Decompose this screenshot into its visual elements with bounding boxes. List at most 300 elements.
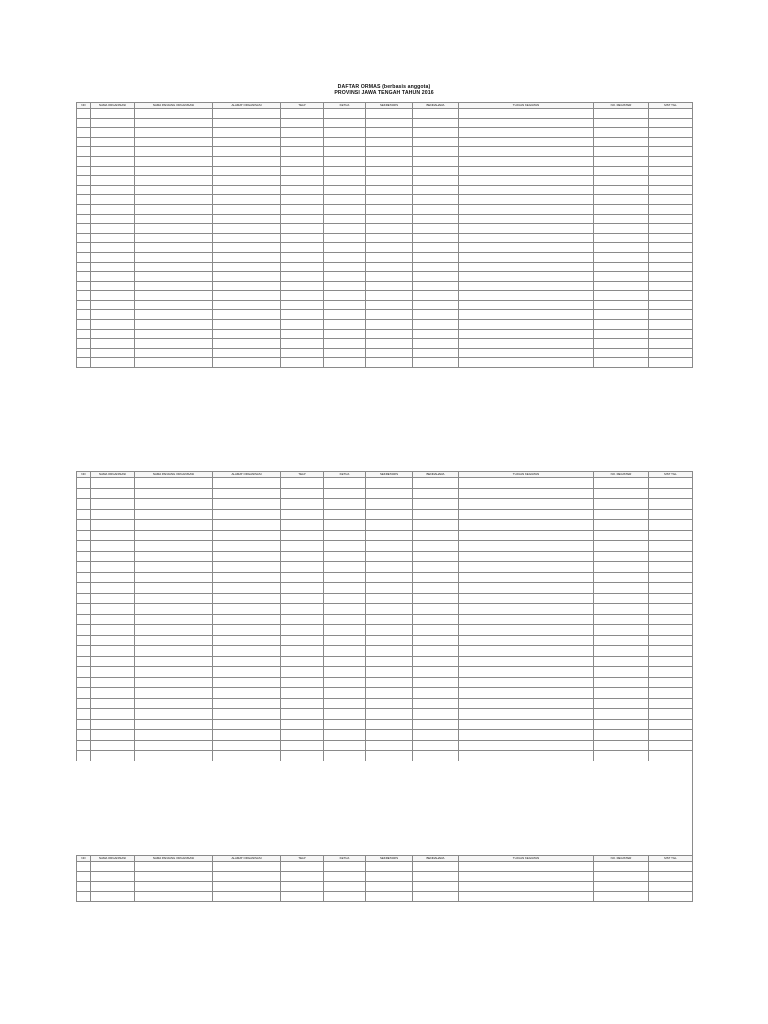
table-cell	[213, 109, 281, 119]
table-cell	[459, 214, 594, 224]
table-cell	[649, 862, 693, 872]
table-cell	[213, 176, 281, 186]
table-row	[77, 625, 693, 636]
table-cell	[281, 604, 324, 615]
table-cell	[135, 719, 213, 730]
table-cell	[324, 329, 366, 339]
table-cell	[324, 320, 366, 330]
table-cell	[649, 667, 693, 678]
table-cell	[91, 740, 135, 751]
table-cell	[459, 176, 594, 186]
table-cell	[324, 300, 366, 310]
table-row	[77, 339, 693, 349]
table-row	[77, 709, 693, 720]
table-row	[77, 751, 693, 762]
table-cell	[77, 214, 91, 224]
table-cell	[366, 291, 413, 301]
table-cell	[594, 541, 649, 552]
table-cell	[213, 137, 281, 147]
table-cell	[459, 224, 594, 234]
table-cell	[77, 300, 91, 310]
table-cell	[324, 604, 366, 615]
table-cell	[649, 551, 693, 562]
table-cell	[594, 128, 649, 138]
table-cell	[281, 204, 324, 214]
table-cell	[324, 147, 366, 157]
table-cell	[649, 635, 693, 646]
table-cell	[324, 520, 366, 531]
table-cell	[459, 252, 594, 262]
table-cell	[324, 262, 366, 272]
table-cell	[135, 604, 213, 615]
table-cell	[649, 233, 693, 243]
table-body	[77, 109, 693, 368]
table-cell	[91, 176, 135, 186]
table-cell	[413, 499, 459, 510]
table-cell	[413, 892, 459, 902]
table-cell	[281, 118, 324, 128]
table-cell	[413, 740, 459, 751]
table-cell	[324, 593, 366, 604]
table-cell	[213, 862, 281, 872]
table-cell	[213, 688, 281, 699]
table-cell	[649, 530, 693, 541]
table-cell	[649, 740, 693, 751]
table-cell	[77, 667, 91, 678]
table-cell	[459, 572, 594, 583]
table-cell	[77, 252, 91, 262]
table-cell	[91, 488, 135, 499]
document-page-1	[76, 0, 692, 375]
table-cell	[594, 281, 649, 291]
table-cell	[459, 698, 594, 709]
table-cell	[366, 252, 413, 262]
table-cell	[366, 583, 413, 594]
table-cell	[135, 635, 213, 646]
table-row	[77, 478, 693, 489]
table-row	[77, 635, 693, 646]
table-cell	[413, 646, 459, 657]
table-cell	[649, 118, 693, 128]
table-cell	[649, 656, 693, 667]
table-cell	[135, 562, 213, 573]
table-cell	[324, 509, 366, 520]
table-cell	[213, 156, 281, 166]
table-cell	[649, 719, 693, 730]
table-cell	[324, 166, 366, 176]
table-cell	[649, 614, 693, 625]
table-cell	[324, 243, 366, 253]
table-cell	[281, 677, 324, 688]
table-cell	[413, 176, 459, 186]
table-cell	[213, 329, 281, 339]
table-cell	[649, 128, 693, 138]
table-cell	[413, 243, 459, 253]
table-cell	[135, 358, 213, 368]
table-cell	[649, 339, 693, 349]
table-row	[77, 593, 693, 604]
table-cell	[459, 862, 594, 872]
table-cell	[91, 348, 135, 358]
table-cell	[91, 300, 135, 310]
table-cell	[324, 109, 366, 119]
table-cell	[366, 478, 413, 489]
table-cell	[91, 118, 135, 128]
table-cell	[324, 882, 366, 892]
table-cell	[366, 118, 413, 128]
table-cell	[77, 646, 91, 657]
table-cell	[413, 593, 459, 604]
table-cell	[413, 358, 459, 368]
column-header: TUJUAN KEGIATAN	[459, 472, 594, 478]
table-cell	[281, 872, 324, 882]
table-cell	[413, 262, 459, 272]
table-cell	[649, 625, 693, 636]
table-cell	[413, 147, 459, 157]
column-header: KETUA	[324, 103, 366, 109]
table-cell	[649, 291, 693, 301]
column-header: NO	[77, 103, 91, 109]
table-cell	[594, 625, 649, 636]
table-cell	[281, 339, 324, 349]
table-cell	[594, 176, 649, 186]
table-cell	[366, 320, 413, 330]
table-row	[77, 185, 693, 195]
table-cell	[459, 593, 594, 604]
table-cell	[91, 499, 135, 510]
table-cell	[213, 635, 281, 646]
table-cell	[366, 667, 413, 678]
table-cell	[649, 478, 693, 489]
table-row	[77, 214, 693, 224]
table-cell	[413, 698, 459, 709]
table-cell	[91, 147, 135, 157]
table-cell	[459, 604, 594, 615]
table-row	[77, 281, 693, 291]
table-cell	[413, 872, 459, 882]
table-cell	[135, 252, 213, 262]
table-cell	[366, 872, 413, 882]
table-cell	[413, 252, 459, 262]
table-cell	[91, 892, 135, 902]
table-cell	[413, 320, 459, 330]
table-cell	[324, 541, 366, 552]
table-cell	[459, 677, 594, 688]
table-cell	[324, 499, 366, 510]
table-cell	[91, 667, 135, 678]
table-cell	[324, 118, 366, 128]
table-cell	[649, 646, 693, 657]
table-cell	[77, 562, 91, 573]
table-cell	[413, 583, 459, 594]
table-row	[77, 740, 693, 751]
table-row	[77, 176, 693, 186]
table-cell	[91, 646, 135, 657]
table-cell	[213, 118, 281, 128]
table-cell	[413, 118, 459, 128]
table-cell	[459, 872, 594, 882]
table-cell	[91, 572, 135, 583]
table-cell	[459, 882, 594, 892]
table-cell	[649, 320, 693, 330]
table-cell	[91, 583, 135, 594]
column-header: BENDAHARA	[413, 472, 459, 478]
table-cell	[324, 677, 366, 688]
table-cell	[135, 583, 213, 594]
table-cell	[324, 625, 366, 636]
table-cell	[459, 719, 594, 730]
table-cell	[281, 709, 324, 720]
table-cell	[324, 688, 366, 699]
table-cell	[213, 751, 281, 762]
table-cell	[213, 656, 281, 667]
table-cell	[366, 709, 413, 720]
table-cell	[366, 614, 413, 625]
table-cell	[213, 262, 281, 272]
table-cell	[366, 272, 413, 282]
table-cell	[281, 656, 324, 667]
table-cell	[459, 156, 594, 166]
table-cell	[213, 310, 281, 320]
table-cell	[413, 488, 459, 499]
table-cell	[594, 252, 649, 262]
table-cell	[135, 233, 213, 243]
table-cell	[649, 583, 693, 594]
table-cell	[594, 339, 649, 349]
table-cell	[77, 614, 91, 625]
table-cell	[366, 348, 413, 358]
table-cell	[135, 478, 213, 489]
table-cell	[413, 509, 459, 520]
table-cell	[649, 677, 693, 688]
table-cell	[649, 520, 693, 531]
column-header: KETUA	[324, 472, 366, 478]
table-cell	[413, 541, 459, 552]
table-cell	[213, 677, 281, 688]
table-cell	[366, 882, 413, 892]
column-header: NO	[77, 856, 91, 862]
table-cell	[413, 272, 459, 282]
table-cell	[213, 272, 281, 282]
table-cell	[459, 128, 594, 138]
table-cell	[77, 635, 91, 646]
table-cell	[91, 677, 135, 688]
table-cell	[77, 137, 91, 147]
table-cell	[366, 862, 413, 872]
table-cell	[366, 224, 413, 234]
table-cell	[649, 751, 693, 762]
ormas-table	[76, 102, 693, 368]
table-cell	[135, 688, 213, 699]
table-cell	[459, 892, 594, 902]
table-cell	[91, 128, 135, 138]
table-row	[77, 262, 693, 272]
table-cell	[366, 128, 413, 138]
table-cell	[594, 224, 649, 234]
table-cell	[324, 740, 366, 751]
table-cell	[281, 530, 324, 541]
table-cell	[324, 310, 366, 320]
table-cell	[135, 862, 213, 872]
table-cell	[281, 156, 324, 166]
table-cell	[459, 740, 594, 751]
table-cell	[91, 862, 135, 872]
table-cell	[77, 740, 91, 751]
table-cell	[77, 719, 91, 730]
table-cell	[213, 562, 281, 573]
table-cell	[413, 166, 459, 176]
table-cell	[459, 667, 594, 678]
table-cell	[594, 635, 649, 646]
table-cell	[135, 339, 213, 349]
table-cell	[459, 109, 594, 119]
table-cell	[281, 614, 324, 625]
table-cell	[413, 156, 459, 166]
table-row	[77, 677, 693, 688]
table-row	[77, 252, 693, 262]
table-cell	[135, 667, 213, 678]
table-cell	[459, 233, 594, 243]
table-cell	[594, 499, 649, 510]
table-cell	[594, 530, 649, 541]
table-cell	[77, 147, 91, 157]
table-row	[77, 195, 693, 205]
table-cell	[324, 488, 366, 499]
table-cell	[281, 262, 324, 272]
table-row	[77, 204, 693, 214]
table-cell	[77, 872, 91, 882]
table-cell	[366, 551, 413, 562]
table-row	[77, 233, 693, 243]
table-cell	[459, 530, 594, 541]
table-cell	[77, 262, 91, 272]
table-cell	[649, 509, 693, 520]
table-cell	[324, 635, 366, 646]
table-cell	[459, 646, 594, 657]
table-cell	[324, 583, 366, 594]
table-cell	[324, 281, 366, 291]
table-cell	[413, 310, 459, 320]
table-cell	[413, 625, 459, 636]
table-row	[77, 541, 693, 552]
table-cell	[366, 214, 413, 224]
table-cell	[281, 551, 324, 562]
table-cell	[413, 348, 459, 358]
table-cell	[324, 667, 366, 678]
table-row	[77, 562, 693, 573]
table-cell	[91, 882, 135, 892]
table-cell	[366, 195, 413, 205]
table-cell	[135, 195, 213, 205]
table-cell	[281, 320, 324, 330]
table-cell	[459, 147, 594, 157]
table-cell	[594, 656, 649, 667]
table-cell	[649, 262, 693, 272]
table-cell	[413, 109, 459, 119]
table-cell	[324, 156, 366, 166]
table-cell	[594, 329, 649, 339]
table-cell	[324, 128, 366, 138]
table-cell	[459, 310, 594, 320]
table-cell	[413, 667, 459, 678]
table-cell	[135, 677, 213, 688]
table-cell	[594, 291, 649, 301]
table-cell	[91, 224, 135, 234]
table-cell	[281, 625, 324, 636]
table-cell	[77, 509, 91, 520]
table-cell	[91, 751, 135, 762]
table-cell	[324, 656, 366, 667]
table-cell	[135, 291, 213, 301]
table-cell	[649, 499, 693, 510]
table-cell	[459, 730, 594, 741]
table-cell	[213, 520, 281, 531]
table-cell	[135, 281, 213, 291]
table-cell	[281, 646, 324, 657]
table-cell	[594, 583, 649, 594]
document-header	[76, 0, 692, 101]
table-cell	[366, 358, 413, 368]
column-header: NAMA PANJANG ORGANISASI	[135, 856, 213, 862]
table-row	[77, 646, 693, 657]
table-row	[77, 862, 693, 872]
table-cell	[594, 667, 649, 678]
table-cell	[77, 185, 91, 195]
table-cell	[459, 291, 594, 301]
table-cell	[135, 147, 213, 157]
table-cell	[135, 698, 213, 709]
table-cell	[91, 137, 135, 147]
table-cell	[135, 572, 213, 583]
table-cell	[324, 872, 366, 882]
table-cell	[77, 572, 91, 583]
table-row	[77, 892, 693, 902]
table-cell	[649, 488, 693, 499]
table-row	[77, 300, 693, 310]
table-cell	[77, 358, 91, 368]
document-page-2	[76, 377, 692, 759]
table-cell	[91, 656, 135, 667]
table-cell	[459, 281, 594, 291]
table-cell	[594, 195, 649, 205]
table-cell	[91, 358, 135, 368]
table-cell	[413, 604, 459, 615]
table-cell	[459, 320, 594, 330]
table-row	[77, 243, 693, 253]
table-cell	[91, 604, 135, 615]
document-title: DAFTAR ORMAS (berbasis anggota)	[337, 84, 431, 90]
table-cell	[91, 730, 135, 741]
table-cell	[77, 882, 91, 892]
table-cell	[77, 329, 91, 339]
table-cell	[459, 625, 594, 636]
table-cell	[413, 300, 459, 310]
table-cell	[324, 214, 366, 224]
table-cell	[459, 204, 594, 214]
table-cell	[649, 872, 693, 882]
table-cell	[324, 551, 366, 562]
table-cell	[324, 358, 366, 368]
table-cell	[281, 520, 324, 531]
table-cell	[649, 730, 693, 741]
table-cell	[413, 677, 459, 688]
table-cell	[324, 698, 366, 709]
table-cell	[649, 572, 693, 583]
table-cell	[91, 688, 135, 699]
table-cell	[91, 204, 135, 214]
table-cell	[135, 128, 213, 138]
table-cell	[281, 281, 324, 291]
